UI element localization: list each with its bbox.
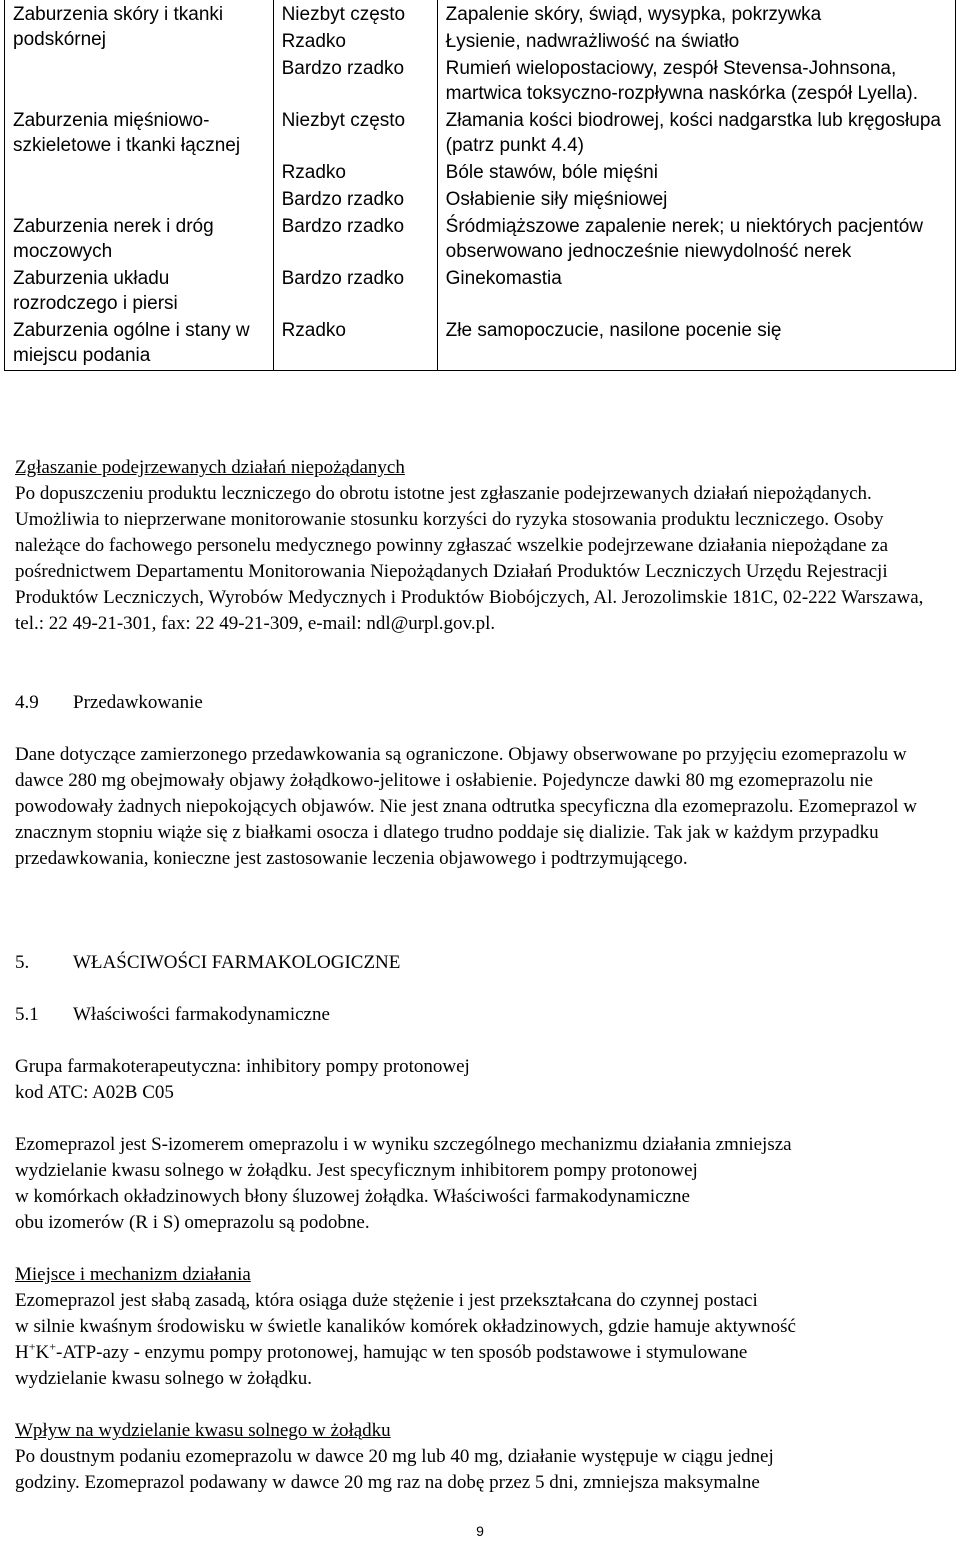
effect-label: Łysienie, nadwrażliwość na światło <box>445 31 740 52</box>
frequency-label: Bardzo rzadko <box>281 268 405 289</box>
section-5-heading <box>15 950 400 976</box>
section-number: 5. <box>15 952 30 973</box>
effect-cell <box>437 212 955 264</box>
table-row <box>5 212 956 264</box>
section-title: Właściwości farmakodynamiczne <box>73 1004 330 1025</box>
acid-secretion-heading: Wpływ na wydzielanie kwasu solnego w żołądku <box>15 1420 391 1441</box>
text-line: wydzielanie kwasu solnego w żołądku. Jest specyficznym inhibitorem pompy protonowej <box>15 1160 698 1181</box>
effect-cell <box>437 316 955 371</box>
mechanism-section <box>15 1262 945 1392</box>
effect-label: Zapalenie skóry, świąd, wysypka, pokrzywka <box>445 4 822 25</box>
ion-h: H <box>15 1342 29 1363</box>
frequency-label: Rzadko <box>281 320 346 341</box>
text-line: Po doustnym podaniu ezomeprazolu w dawce 20 mg lub 40 mg, działanie występuje w ciągu jednej <box>15 1446 774 1467</box>
frequency-cell <box>273 106 437 158</box>
effect-label: Śródmiąższowe zapalenie nerek; u niektórych pacjentów obserwowano jednocześnie niewydolność nerek <box>445 216 924 262</box>
frequency-cell <box>273 212 437 264</box>
effect-cell <box>437 0 955 27</box>
group-line: Grupa farmakoterapeutyczna: inhibitory pompy protonowej <box>15 1056 470 1077</box>
superscript-plus: + <box>49 1339 57 1354</box>
table-row <box>5 0 956 27</box>
effect-label: Ginekomastia <box>445 268 562 289</box>
text-line: w komórkach okładzinowych błony śluzowej żołądka. Właściwości farmakodynamiczne <box>15 1186 690 1207</box>
overdose-heading <box>15 690 203 716</box>
organ-class-cell <box>5 106 274 212</box>
frequency-label: Niezbyt często <box>281 110 406 131</box>
text-fragment: -ATP-azy - enzymu pompy protonowej, hamując w ten sposób podstawowe i stymulowane <box>56 1342 748 1363</box>
reporting-body: Po dopuszczeniu produktu leczniczego do obrotu istotne jest zgłaszanie podejrzewanych działań niepożądanych. Umożliwia to nieprzerwane monitorowanie stosunku korzyści do ryzyka stosowania produktu leczniczego. Osoby należące do fachowego personelu medycznego powinny zgłaszać wszelkie podejrzewane działania niepożądane za pośrednictwem Departamentu Monitorowania Niepożądanych Działań Produktów Leczniczych Urzędu Rejestracji Produktów Leczniczych, Wyrobów Medycznych i Produktów Biobójczych, Al. Jerozolimskie 181C, 02-222 Warszawa, tel.: 22 49-21-301, fax: 22 49-21-309, e-mail: ndl@urpl.gov.pl. <box>15 483 924 634</box>
section-number: 5.1 <box>15 1004 39 1025</box>
effect-cell <box>437 185 955 212</box>
text-line: wydzielanie kwasu solnego w żołądku. <box>15 1368 313 1389</box>
effect-cell <box>437 27 955 54</box>
organ-class-label: Zaburzenia układu rozrodczego i piersi <box>13 268 178 314</box>
mechanism-heading: Miejsce i mechanizm działania <box>15 1264 251 1285</box>
frequency-cell <box>273 264 437 316</box>
effect-label: Bóle stawów, bóle mięśni <box>445 162 658 183</box>
effect-cell <box>437 264 955 316</box>
organ-class-label: Zaburzenia mięśniowo-szkieletowe i tkanki łącznej <box>13 110 241 156</box>
frequency-cell <box>273 158 437 185</box>
ion-k: K <box>35 1342 50 1363</box>
pharmacotherapeutic-group <box>15 1054 945 1106</box>
reporting-section <box>15 455 945 637</box>
table-row <box>5 106 956 158</box>
effect-cell <box>437 106 955 158</box>
effect-cell <box>437 158 955 185</box>
organ-class-cell <box>5 264 274 316</box>
effect-label: Rumień wielopostaciowy, zespół Stevensa-Johnsona, martwica toksyczno-rozpływna naskórka (zespół Lyella). <box>445 58 918 104</box>
section-number: 4.9 <box>15 692 39 713</box>
frequency-cell <box>273 54 437 106</box>
table-row <box>5 316 956 371</box>
frequency-label: Bardzo rzadko <box>281 216 405 237</box>
frequency-cell <box>273 0 437 27</box>
text-line: Ezomeprazol jest słabą zasadą, która osiąga duże stężenie i jest przekształcana do czynnej postaci <box>15 1290 758 1311</box>
section-title: WŁAŚCIWOŚCI FARMAKOLOGICZNE <box>73 952 401 973</box>
frequency-label: Bardzo rzadko <box>281 189 405 210</box>
section-title: Przedawkowanie <box>73 692 203 713</box>
section-5-1-heading <box>15 1002 330 1028</box>
organ-class-cell <box>5 212 274 264</box>
acid-secretion-section <box>15 1418 945 1496</box>
frequency-cell <box>273 316 437 371</box>
effect-label: Złe samopoczucie, nasilone pocenie się <box>445 320 782 341</box>
effect-cell <box>437 54 955 106</box>
organ-class-cell <box>5 316 274 371</box>
table-row <box>5 264 956 316</box>
organ-class-label: Zaburzenia skóry i tkanki podskórnej <box>13 4 224 50</box>
superscript-plus: + <box>28 1339 36 1354</box>
frequency-label: Rzadko <box>281 31 346 52</box>
text-line: Ezomeprazol jest S-izomerem omeprazolu i w wyniku szczególnego mechanizmu działania zmniejsza <box>15 1134 792 1155</box>
effect-label: Złamania kości biodrowej, kości nadgarstka lub kręgosłupa (patrz punkt 4.4) <box>445 110 941 156</box>
text-line: godziny. Ezomeprazol podawany w dawce 20 mg raz na dobę przez 5 dni, zmniejsza maksymalne <box>15 1472 760 1493</box>
organ-class-label: Zaburzenia nerek i dróg moczowych <box>13 216 214 262</box>
effect-label: Osłabienie siły mięśniowej <box>445 189 668 210</box>
intro-paragraph <box>15 1132 945 1236</box>
reporting-heading: Zgłaszanie podejrzewanych działań niepożądanych <box>15 457 405 478</box>
frequency-cell <box>273 185 437 212</box>
text-line <box>15 1340 945 1366</box>
frequency-label: Rzadko <box>281 162 346 183</box>
organ-class-cell <box>5 0 274 106</box>
text-line: w silnie kwaśnym środowisku w świetle kanalików komórek okładzinowych, gdzie hamuje aktywność <box>15 1316 796 1337</box>
frequency-label: Bardzo rzadko <box>281 58 405 79</box>
atc-code-line: kod ATC: A02B C05 <box>15 1082 174 1103</box>
page-number: 9 <box>476 1523 484 1539</box>
frequency-label: Niezbyt często <box>281 4 406 25</box>
adverse-effects-table <box>4 0 956 371</box>
frequency-cell <box>273 27 437 54</box>
overdose-body <box>15 742 945 872</box>
text-line: obu izomerów (R i S) omeprazolu są podobne. <box>15 1212 370 1233</box>
organ-class-label: Zaburzenia ogólne i stany w miejscu podania <box>13 320 250 366</box>
overdose-paragraph: Dane dotyczące zamierzonego przedawkowania są ograniczone. Objawy obserwowane po przyjęciu ezomeprazolu w dawce 280 mg obejmowały objawy żołądkowo-jelitowe i osłabienie. Pojedyncze dawki 80 mg ezomeprazolu nie powodowały żadnych niepokojących objawów. Nie jest znana odtrutka specyficzna dla ezomeprazolu. Ezomeprazol w znacznym stopniu wiąże się z białkami osocza i dlatego trudno poddaje się dializie. Tak jak w każdym przypadku przedawkowania, konieczne jest zastosowanie leczenia objawowego i podtrzymującego. <box>15 744 917 869</box>
